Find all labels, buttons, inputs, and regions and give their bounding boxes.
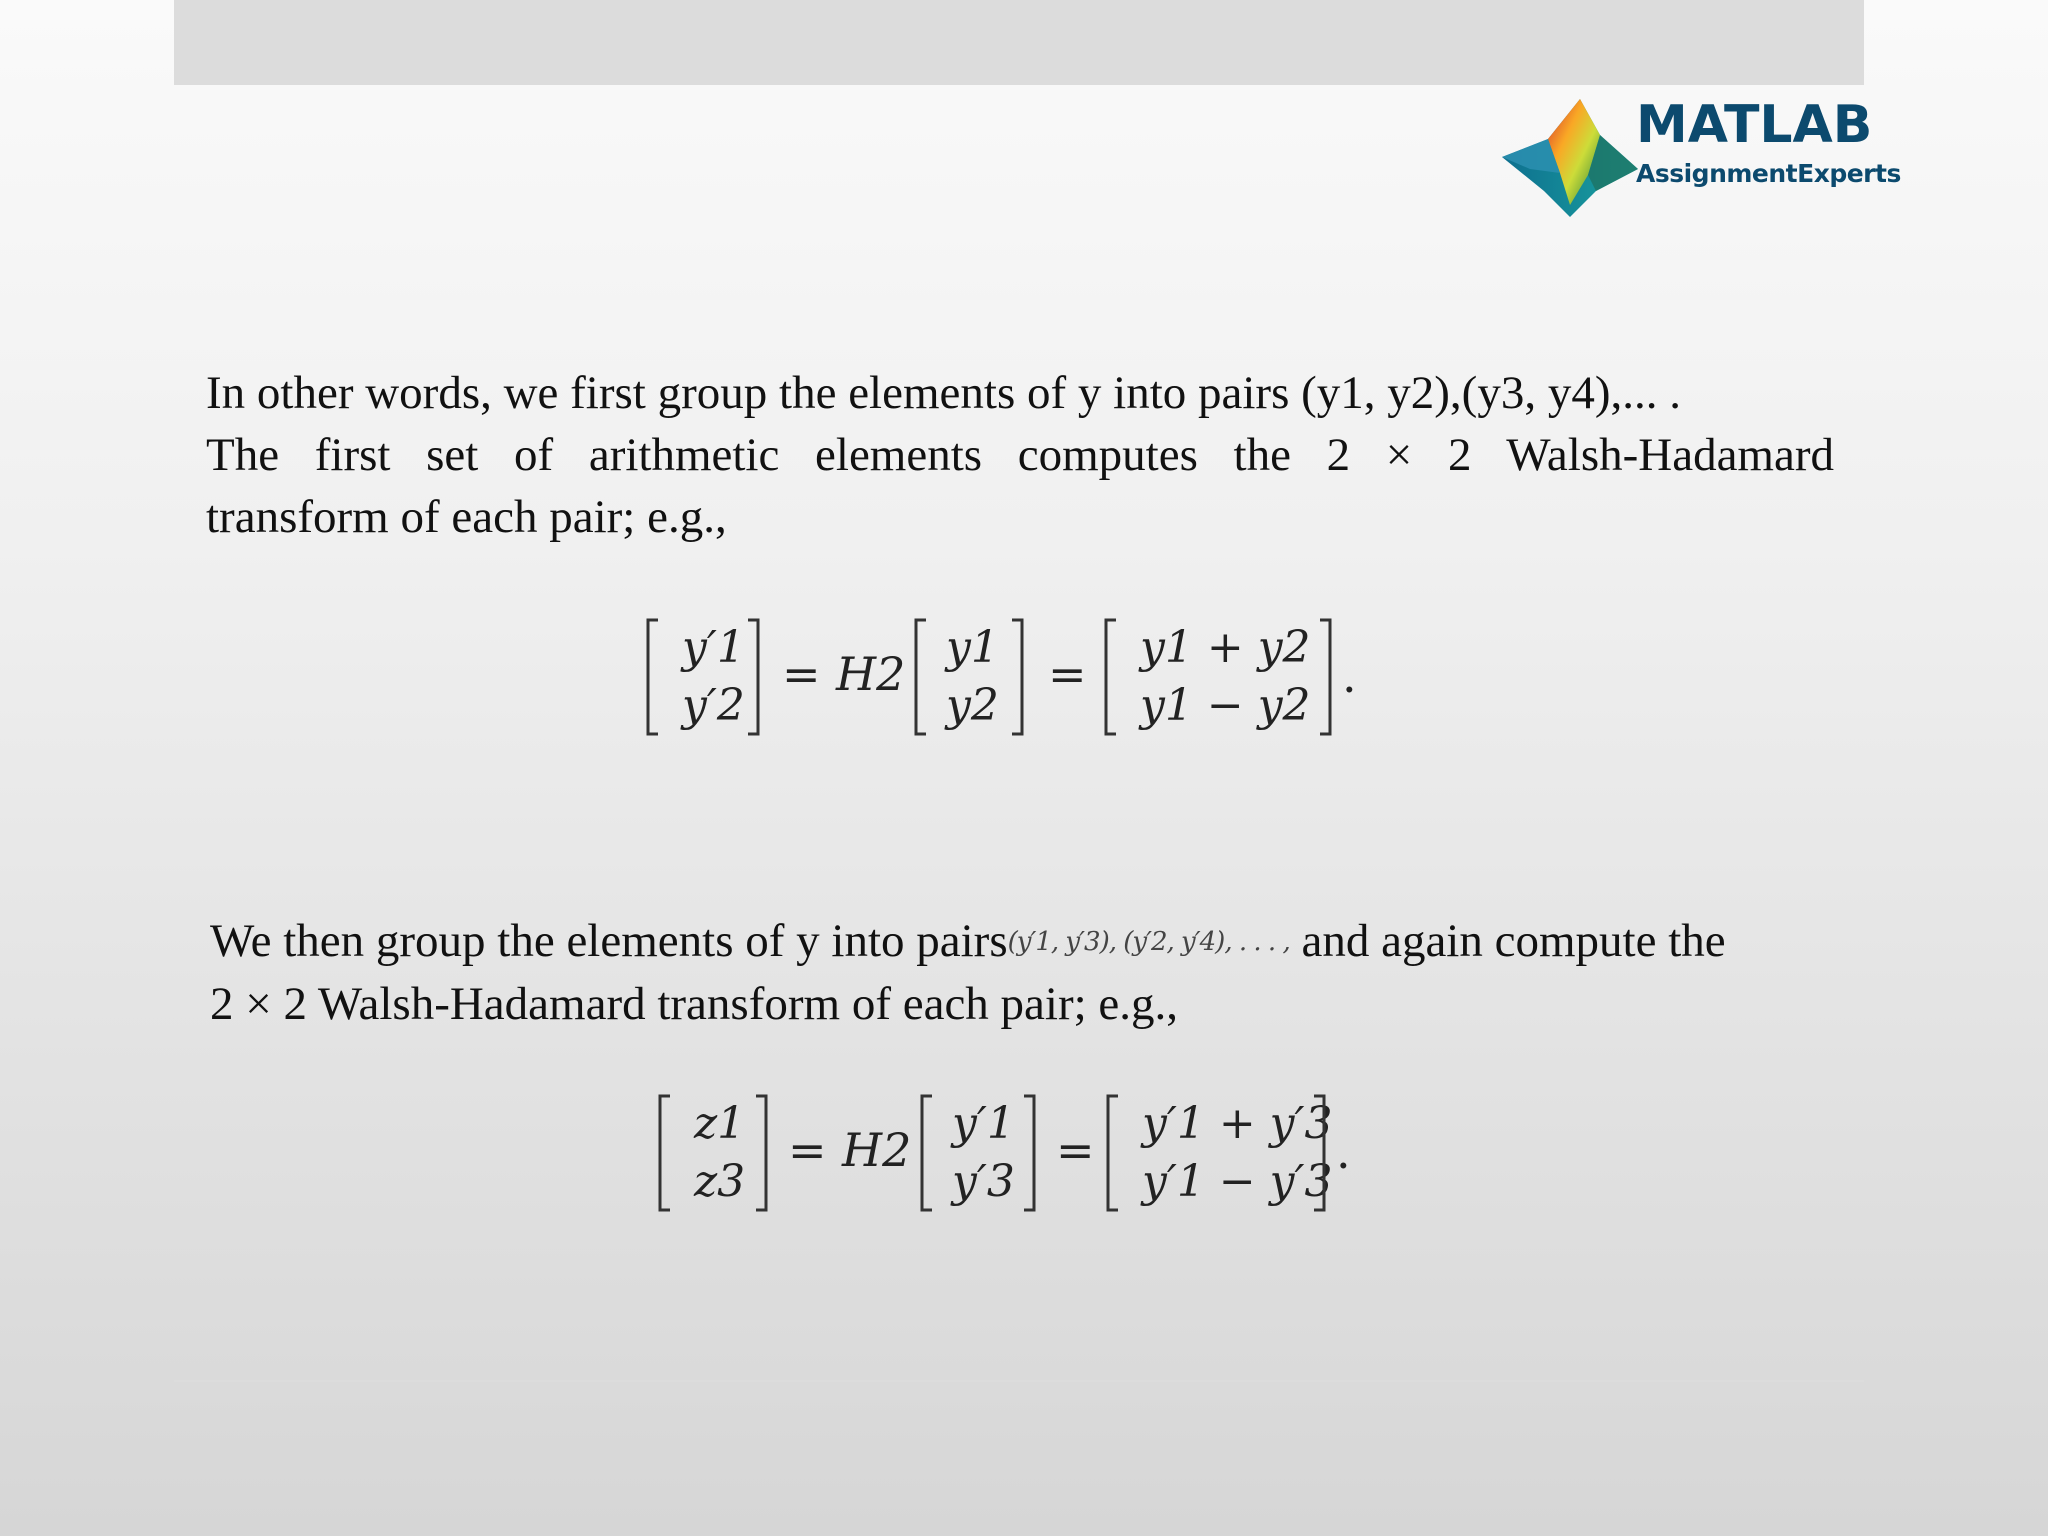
eq2-rhs-top: y′1 + y′3 [1142, 1098, 1333, 1149]
footer-divider [174, 1380, 1864, 1382]
eq1-equals-1: = [782, 647, 821, 701]
paragraph-2-line-1-end: and again compute the [1289, 915, 1726, 967]
equation-1 [640, 612, 1380, 742]
inline-pairs-math: (y′1, y′3), (y′2, y′4), . . . , [1007, 927, 1290, 957]
header-bar [174, 0, 1864, 85]
eq2-mid-bottom: y′3 [952, 1156, 1015, 1207]
paragraph-2 [210, 910, 1830, 1035]
paragraph-2-line-1 [210, 910, 1830, 973]
eq2-equals-2: = [1056, 1123, 1095, 1177]
paragraph-2-line-1-start: We then group the elements of y into pairs [210, 915, 1008, 967]
eq1-rhs-bottom: y1 − y2 [1140, 680, 1311, 731]
eq1-lhs-top: y′1 [682, 622, 745, 673]
logo-subtitle: AssignmentExperts [1636, 159, 1901, 188]
eq2-rhs-bottom: y′1 − y′3 [1142, 1156, 1333, 1207]
eq2-equals-1: = [788, 1123, 827, 1177]
matlab-membrane-icon [1500, 95, 1640, 220]
paragraph-1-line-2: The first set of arithmetic elements computes the 2 × 2 Walsh-Hadamard [206, 429, 1834, 481]
paragraph-1-line-3: transform of each pair; e.g., [206, 491, 727, 543]
paragraph-2-line-2: 2 × 2 Walsh-Hadamard transform of each pair; e.g., [210, 978, 1179, 1030]
eq2-operator: H2 [842, 1123, 912, 1177]
eq1-equals-2: = [1048, 647, 1087, 701]
paragraph-1 [206, 362, 1834, 548]
eq2-mid-top: y′1 [952, 1098, 1015, 1149]
eq1-rhs-top: y1 + y2 [1140, 622, 1311, 673]
eq1-operator: H2 [836, 647, 906, 701]
eq1-mid-bottom: y2 [946, 680, 999, 731]
logo-title: MATLAB [1636, 95, 1873, 155]
eq1-mid-top: y1 [946, 622, 999, 673]
matlab-logo [1500, 95, 1901, 220]
eq1-period: . [1342, 649, 1357, 703]
eq2-lhs-bottom: z3 [694, 1156, 746, 1207]
eq2-lhs-top: z1 [694, 1098, 746, 1149]
equation-2 [652, 1088, 1372, 1218]
eq1-lhs-bottom: y′2 [682, 680, 745, 731]
paragraph-1-line-1: In other words, we first group the elements of y into pairs (y1, y2),(y3, y4),... . [206, 367, 1681, 419]
eq2-period: . [1336, 1125, 1351, 1179]
